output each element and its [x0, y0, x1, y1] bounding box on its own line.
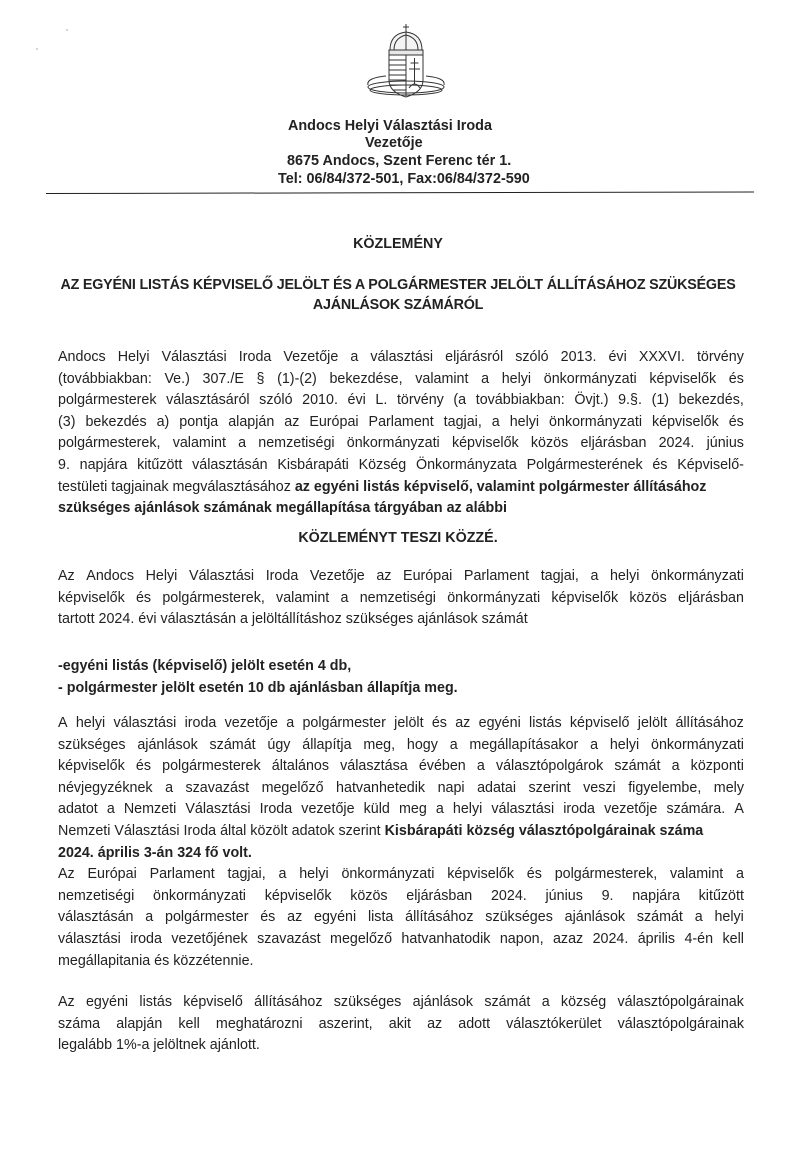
word: képviselők: [651, 413, 719, 430]
word: törvény: [396, 392, 444, 409]
word: vezetője: [604, 801, 658, 818]
word: szavazást: [185, 779, 250, 796]
word: azaz: [552, 930, 584, 947]
word: hatvanhatodik: [401, 930, 491, 947]
word: polgármester: [165, 909, 249, 926]
word: képviselők: [264, 887, 332, 904]
word: és: [652, 456, 668, 473]
word: polgármesterek,: [58, 435, 161, 452]
word: állításához: [675, 715, 744, 731]
requirement-item: - polgármester jelölt esetén 10 db ajánlásban állapítja meg.: [58, 679, 458, 696]
word: Európai: [403, 568, 453, 584]
word: választásáról: [166, 392, 250, 409]
word: 2010.: [302, 392, 338, 409]
word: a: [491, 413, 500, 430]
word: napjára: [79, 456, 128, 473]
word: küld: [363, 801, 390, 818]
requirement-item: -egyéni listás (képviselő) jelölt esetén 4 db,: [58, 658, 352, 674]
text-line: [58, 886, 744, 908]
word: önkormányzati: [651, 736, 744, 753]
word: alapján: [228, 413, 275, 430]
word: Parlament: [463, 568, 530, 584]
word: község: [560, 994, 607, 1010]
word: képviselők: [649, 370, 717, 387]
word: közös: [350, 887, 388, 904]
word: és: [728, 413, 744, 430]
word: megelőző: [330, 930, 393, 947]
subject-line: AJÁNLÁSOK SZÁMÁRÓL: [312, 297, 484, 313]
word: Az: [58, 866, 75, 883]
word: akit: [388, 1015, 411, 1032]
word: Község: [358, 456, 407, 473]
word: számát: [636, 909, 683, 926]
word: meg,: [363, 736, 396, 753]
text-line: [58, 799, 744, 821]
word: Helyi: [117, 349, 150, 365]
word: képviselők: [447, 866, 514, 883]
word: választókerület: [506, 1015, 602, 1032]
word: vezetője: [301, 801, 355, 818]
organization-name: Andocs Helyi Választási Iroda: [288, 118, 492, 134]
text-line: [58, 477, 744, 499]
word: és: [135, 589, 152, 606]
word: alapján: [116, 1015, 163, 1032]
word: kell: [178, 1015, 200, 1032]
word: és: [431, 715, 447, 731]
scan-speck: [36, 48, 38, 50]
word: 307./E: [202, 370, 244, 387]
word: a: [449, 736, 458, 753]
word: Az: [58, 568, 75, 584]
word: lista: [367, 909, 394, 926]
word: (3): [58, 413, 76, 430]
word: Övjt.): [574, 392, 609, 409]
word: a: [286, 715, 295, 731]
word: nemzetiségi: [258, 435, 335, 452]
word: Parlament: [149, 866, 215, 883]
word: eljárásban: [580, 435, 647, 452]
word: önkormányzati: [543, 370, 637, 387]
word: a): [156, 413, 170, 430]
word: képviselő: [569, 715, 630, 731]
word: képviselők: [451, 435, 519, 452]
word: a: [238, 435, 247, 452]
word: tagjai,: [540, 568, 579, 584]
word: a: [435, 801, 444, 818]
word: április: [637, 930, 676, 947]
word: adott: [458, 1015, 491, 1032]
text-line: legalább 1%-a jelöltnek ajánlott.: [58, 1037, 260, 1054]
word: közös: [629, 589, 667, 606]
text-line: [58, 369, 744, 391]
word: napi: [437, 779, 465, 796]
scan-speck: [66, 29, 68, 31]
text-line: [58, 992, 744, 1014]
paragraph-determination: [58, 566, 744, 631]
word: Nemzeti: [123, 801, 177, 818]
word: adatot: [58, 801, 98, 818]
word: 2013.: [560, 349, 597, 365]
word: megállapításakor: [469, 736, 579, 753]
word: helyi: [75, 715, 106, 731]
word: választópolgárainak: [617, 1015, 744, 1032]
word: választásán: [58, 909, 134, 926]
word: helyi: [452, 801, 483, 818]
word: választási: [370, 349, 434, 365]
word: a: [350, 349, 359, 365]
text-line: [58, 455, 744, 477]
word: 2024.: [592, 930, 629, 947]
word: polgármesterek,: [162, 589, 265, 606]
word: évében: [418, 758, 466, 775]
word: §: [256, 370, 265, 387]
word: 9.§.: [618, 392, 642, 409]
word: valamint: [670, 866, 724, 883]
word: adatai: [477, 779, 517, 796]
word: a: [106, 801, 115, 818]
word: Európai: [87, 866, 137, 883]
word: szükséges: [333, 994, 402, 1010]
word: Választási: [161, 349, 227, 365]
word: listás: [139, 994, 172, 1010]
word: úgy: [267, 736, 291, 753]
text-line: [58, 1014, 744, 1036]
text-line: 2024. április 3-án 324 fő volt.: [58, 844, 252, 861]
document-title: KÖZLEMÉNY: [353, 236, 443, 252]
word: (1): [651, 392, 670, 409]
word: iroda: [130, 930, 162, 947]
word: figyelembe,: [628, 779, 702, 796]
word: polgármesterek,: [554, 866, 658, 883]
word: kitűzött: [137, 456, 183, 473]
word: választási: [113, 715, 177, 731]
word: központi: [690, 758, 744, 775]
word: egyéni: [478, 715, 521, 731]
word: helyi: [609, 568, 640, 584]
word: névjegyzéknek: [58, 779, 153, 796]
word: megelőző: [261, 779, 324, 796]
word: Vezetője: [309, 568, 365, 584]
text-line: [58, 390, 744, 412]
word: a: [541, 994, 550, 1010]
word: általános: [271, 758, 330, 775]
word: szóló: [259, 392, 293, 409]
word: aszerint,: [318, 1015, 373, 1032]
organization-address: 8675 Andocs, Szent Ferenc tér 1.: [287, 153, 512, 169]
word: napjára: [632, 887, 680, 904]
word: helyi: [609, 736, 640, 753]
word: tagjai,: [227, 866, 266, 883]
word: száma: [58, 1015, 101, 1032]
word: a: [278, 866, 287, 883]
word: a: [476, 758, 485, 775]
word: napon,: [499, 930, 544, 947]
coat-of-arms-icon: [364, 22, 448, 102]
word: a: [671, 758, 680, 775]
text-regular: testületi tagjainak megválasztásához: [58, 478, 295, 495]
word: bekezdés,: [678, 392, 744, 409]
word: meg: [398, 801, 427, 818]
word: helyi: [509, 413, 540, 430]
word: választása: [340, 758, 408, 775]
word: továbbiakban:: [475, 392, 565, 409]
word: számát: [209, 736, 256, 753]
word: törvény: [696, 349, 744, 365]
word: valamint: [415, 370, 469, 387]
word: L.: [375, 392, 388, 409]
word: szükséges: [485, 909, 553, 926]
word: szükséges: [58, 736, 126, 753]
text-line: [58, 433, 744, 455]
word: választási: [491, 801, 555, 818]
word: egyéni: [314, 909, 357, 926]
word: állapítja: [302, 736, 352, 753]
word: Polgármesterének: [526, 456, 643, 473]
word: nemzetiségi: [58, 887, 135, 904]
text-line: [58, 756, 744, 778]
word: Kisbárapáti: [277, 456, 349, 473]
text-line: [58, 588, 744, 610]
word: kitűzött: [698, 887, 744, 904]
word: nemzetiségi: [359, 589, 436, 606]
word: a: [165, 779, 174, 796]
word: Parlament: [368, 413, 434, 430]
word: kell: [722, 930, 744, 947]
word: választópolgárainak: [617, 994, 744, 1010]
word: az: [287, 909, 303, 926]
word: mely: [713, 779, 744, 796]
word: önkormányzati: [341, 866, 435, 883]
word: 9.: [601, 887, 614, 904]
word: bekezdés: [85, 413, 147, 430]
word: valamint: [172, 435, 226, 452]
word: helyi: [714, 909, 744, 926]
word: XXXVI.: [638, 349, 685, 365]
text-bold: az egyéni listás képviselő, valamint polgármester állításához: [294, 478, 707, 495]
text-line: [58, 713, 744, 735]
word: állításához: [254, 994, 323, 1010]
word: a: [481, 370, 490, 387]
word: évi: [608, 349, 627, 365]
text-line: [58, 412, 744, 434]
word: június: [545, 887, 583, 904]
word: az: [376, 568, 392, 584]
word: választásán: [192, 456, 268, 473]
document-subject: [40, 275, 756, 315]
word: Európai: [309, 413, 359, 430]
word: A: [58, 715, 68, 731]
word: június: [706, 435, 744, 452]
word: önkormányzati: [549, 413, 643, 430]
word: Az: [58, 994, 75, 1010]
word: Vezetője: [283, 349, 339, 365]
word: Iroda: [259, 801, 293, 818]
word: a: [145, 909, 154, 926]
word: képviselők: [58, 758, 125, 775]
word: (a: [453, 392, 467, 409]
word: szerint: [528, 779, 571, 796]
word: ajánlások: [412, 994, 474, 1010]
word: önkormányzati: [346, 435, 440, 452]
word: Iroda: [238, 349, 272, 365]
word: és: [526, 866, 542, 883]
word: az: [284, 413, 300, 430]
word: tagjai,: [443, 413, 482, 430]
word: 9.: [58, 456, 70, 473]
word: a: [694, 909, 703, 926]
word: 4-én: [684, 930, 714, 947]
word: önkormányzati: [650, 568, 744, 584]
word: helyi: [299, 866, 329, 883]
word: számát: [614, 758, 661, 775]
word: Választási: [185, 801, 251, 818]
word: évi: [347, 392, 366, 409]
word: polgármesterek: [58, 392, 157, 409]
word: Önkormányzata: [415, 456, 517, 473]
word: jelölt: [637, 715, 668, 731]
word: képviselő: [183, 994, 243, 1010]
word: Andocs: [86, 568, 134, 584]
word: a: [590, 568, 599, 584]
word: vezetőjének: [171, 930, 248, 947]
word: ajánlások: [564, 909, 626, 926]
word: eljárásról: [445, 349, 504, 365]
text-line: [58, 929, 744, 951]
paragraph-voter-count: [58, 713, 744, 972]
word: Ve.): [164, 370, 190, 387]
word: Képviselő-: [677, 456, 744, 473]
word: hatvanhetedik: [336, 779, 426, 796]
word: Választási: [188, 568, 255, 584]
word: 2024.: [658, 435, 695, 452]
letterhead-divider: [46, 192, 754, 194]
word: szavazást: [257, 930, 321, 947]
requirements-list: [58, 656, 744, 699]
word: választópolgárok: [495, 758, 604, 775]
word: és: [260, 909, 276, 926]
word: polgármester: [302, 715, 386, 731]
text-line: megállapitania és közzétennie.: [58, 952, 254, 969]
text-line: [58, 347, 744, 369]
word: Helyi: [145, 568, 178, 584]
word: választási: [58, 930, 121, 947]
word: jelölt: [394, 715, 424, 731]
word: meghatározni: [215, 1015, 303, 1032]
word: képviselők: [58, 589, 125, 606]
text-line: [58, 907, 744, 929]
text-line: [58, 735, 744, 757]
word: a: [736, 866, 744, 883]
word: Andocs: [58, 349, 106, 365]
text-bold: Kisbárapáti község választópolgárainak száma: [384, 822, 704, 839]
word: a: [340, 589, 349, 606]
word: képviselők: [551, 589, 619, 606]
word: vezetője: [224, 715, 278, 731]
paragraph-one-percent-rule: [58, 992, 744, 1057]
word: valamint: [276, 589, 330, 606]
subject-line: AZ EGYÉNI LISTÁS KÉPVISELŐ JELÖLT ÉS A POLGÁRMESTER JELÖLT ÁLLÍTÁSÁHOZ SZÜKSÉGES: [60, 277, 736, 293]
word: 2024.: [490, 887, 527, 904]
text-line: tartott 2024. évi választásán a jelöltállításhoz szükséges ajánlások számát: [58, 611, 528, 628]
text-line: [58, 778, 744, 800]
word: eljárásban: [677, 589, 744, 606]
word: (továbbiakban:: [58, 370, 152, 387]
word: helyi: [501, 370, 532, 387]
text-regular: Nemzeti Választási Iroda által közölt adatok szerint: [58, 822, 385, 839]
word: bekezdése,: [329, 370, 403, 387]
word: önkormányzati: [153, 887, 246, 904]
word: listás: [529, 715, 562, 731]
organization-role: Vezetője: [365, 135, 423, 151]
word: Iroda: [265, 568, 299, 584]
text-line: [58, 821, 744, 843]
publish-heading: KÖZLEMÉNYT TESZI KÖZZÉ.: [298, 530, 498, 546]
word: állításához: [405, 909, 474, 926]
word: szóló: [515, 349, 549, 365]
word: iroda: [184, 715, 217, 731]
word: egyéni: [85, 994, 129, 1010]
word: az: [427, 1015, 443, 1032]
word: veszi: [583, 779, 616, 796]
word: eljárásban: [406, 887, 473, 904]
word: a: [590, 736, 599, 753]
word: (1)-(2): [277, 370, 317, 387]
organization-contact: Tel: 06/84/372-501, Fax:06/84/372-590: [278, 171, 530, 187]
word: számára.: [666, 801, 726, 818]
word: polgármesterek: [162, 758, 261, 775]
paragraph-legal-basis: [58, 347, 744, 520]
word: és: [135, 758, 151, 775]
word: közös: [530, 435, 569, 452]
word: az: [455, 715, 471, 731]
word: ajánlások: [137, 736, 198, 753]
word: A: [734, 801, 744, 818]
word: hogy: [406, 736, 438, 753]
word: iroda: [563, 801, 596, 818]
word: számát: [484, 994, 531, 1010]
word: pontja: [179, 413, 219, 430]
text-line: szükséges ajánlások számának megállapítása tárgyában az alábbi: [58, 500, 507, 517]
word: önkormányzati: [447, 589, 541, 606]
text-line: [58, 566, 744, 588]
word: és: [728, 370, 744, 387]
text-line: [58, 864, 744, 886]
